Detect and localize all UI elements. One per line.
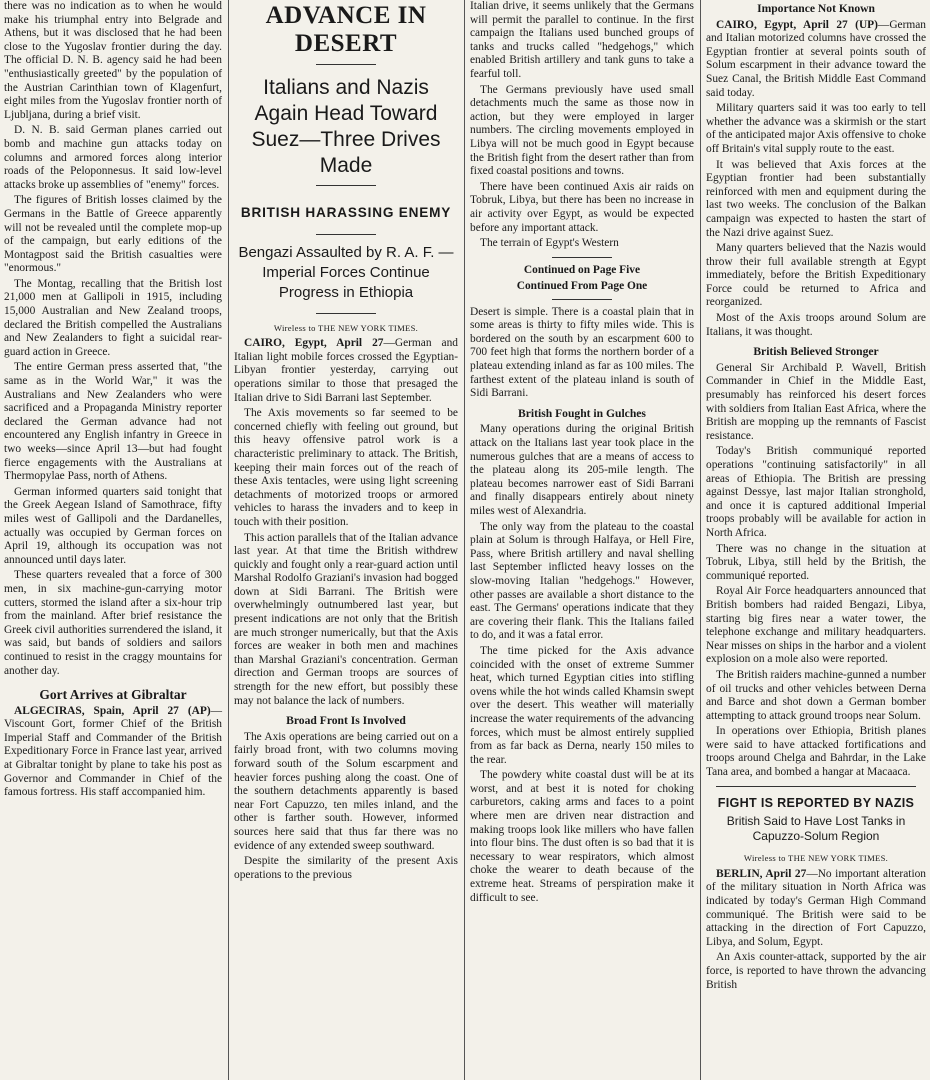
paragraph: There was no change in the situation at Tobruk, Libya, still held by the British, the communiqué reported. (706, 542, 926, 582)
paragraph (706, 868, 926, 950)
column-rule (700, 0, 701, 1080)
subhead: British Believed Stronger (753, 345, 879, 359)
paragraph: Military quarters said it was too early to tell whether the advance was a skirmish or the start of the anticipated major Axis offensive to choke off Britain's vital supply route to the east. (706, 102, 926, 155)
paragraph: The Axis operations are being carried out on a fairly broad front, with two columns moving forward south of the Solum escarpment and heavier forces pushing along the coast. One of the southern detachments apparently is based near Fort Capuzzo, ten miles inland, and the other is farther south. However, informed sources here said that thus far there was no evidence of any extended sweep southward. (234, 730, 458, 852)
paragraph: Desert is simple. There is a coastal plain that in some areas is thirty to fifty miles wide. This is bordered on the south by an escarpment 600 to 700 feet high that forms the northern border of a plateau extending inland as far as 100 miles. The farthest extent of the plateau inland is south of Sidi Barrani. (470, 305, 694, 400)
headline-deck-1: Italians and Nazis Again Head Toward Suez—Three Drives Made (251, 76, 441, 177)
dateline: BERLIN, April 27 (716, 867, 807, 880)
wireless-credit: Wireless to THE NEW YORK TIMES. (743, 853, 889, 864)
paragraph: D. N. B. said German planes carried out bomb and machine gun attacks today on columns and armored forces along interior roads of the Peloponnesus. It said low-level attacks broke up assemblies of "enemy" forces. (4, 124, 222, 191)
wireless-credit: Wireless to THE NEW YORK TIMES. (273, 322, 419, 333)
paragraph: Many operations during the original British attack on the Italians last year took place in the numerous gulches that are a means of access to the plateau along its 205-mile length. The plateau becomes narrower east of Sidi Barrani and finally disappears entirely about ninety miles west of Alexandria. (470, 423, 694, 517)
paragraph: It was believed that Axis forces at the Egyptian frontier had been substantially reinforced with men and equipment during the last two weeks. The conclusion of the Balkan campaign was expected to hasten the start of the Nazi drive against Suez. (706, 158, 926, 239)
paragraph: Most of the Axis troops around Solum are Italians, it was thought. (706, 312, 926, 338)
divider (552, 299, 612, 300)
headline-deck-2: BRITISH HARASSING ENEMY (240, 205, 452, 220)
divider (716, 786, 916, 787)
column-2 (230, 0, 462, 1080)
paragraph: General Sir Archibald P. Wavell, British Commander in Chief in the Middle East, presumably has reinforced his desert forces with soldiers from Italian East Africa, where the British are mopping up the remnants of Fascist resistance. (706, 361, 926, 442)
gort-headline: Gort Arrives at Gibraltar (39, 687, 187, 703)
gort-paragraph (4, 705, 222, 800)
paragraph: There have been continued Axis air raids on Tobruk, Libya, but there has been no increase in air activity over Egypt, as would be expected before any important attack. (470, 180, 694, 234)
column-4 (702, 0, 930, 1080)
paragraph: This action parallels that of the Italian advance last year. At that time the British withdrew quickly and fought only a rear-guard action until Marshal Rodolfo Graziani's invasion had bogged down at Sidi Barrani. The British were overwhelmingly outnumbered last year, but present indications are not only that the British are much stronger numerically, but that the Axis forces are weaker in both men and machines than Marshal Graziani's concentration. German direction and German troops are sources of strength for the new effort, but possibly these may not balance the lack of numbers. (234, 531, 458, 707)
paragraph (706, 19, 926, 101)
paragraph: Royal Air Force headquarters announced that British bombers had raided Bengazi, Libya, starting big fires near a water tower, the telephone exchange and military headquarters. Near misses on ships in the harbor and a violent explosion on a mole also were reported. (706, 585, 926, 666)
secondary-deck: British Said to Have Lost Tanks in Capuzzo-Solum Region (726, 814, 906, 844)
column-1 (0, 0, 226, 1080)
subhead: Broad Front Is Involved (286, 714, 406, 728)
paragraph: The British raiders machine-gunned a number of oil trucks and other vehicles between Derna and Barce and shot down a German bomber attempting to attack ground troops near Solum. (706, 668, 926, 722)
lead-body: —No important alteration of the military situation in North Africa was indicated by today's German High Command communiqué. The British were said to be attacking in the direction of Fort Capuzzo, Libya, and Solum, Egypt. (706, 867, 926, 948)
divider (316, 64, 376, 65)
paragraph: The terrain of Egypt's Western (480, 237, 619, 250)
dateline: CAIRO, Egypt, April 27 (244, 337, 384, 350)
paragraph: The only way from the plateau to the coastal plain at Solum is through Halfaya, or Hell Fire, Pass, where British artillery and naval shelling last September inflicted heavy losses on the slow-moving Italian "hedgehogs." However, other passes are available a short distance to the east. The Germans' operations indicate that they are covering their flank. This the Italians failed to do, and it was a fatal error. (470, 520, 694, 642)
paragraph: The entire German press asserted that, "the same as in the World War," it was the Australians and New Zealanders who were sacrificed and a Propaganda Ministry reporter declared the German advance had not encountered any English infantry in Greece in two weeks—since April 13—but had fought fierce engagements with the Australians at Thermopylae Pass, north of Athens. (4, 361, 222, 483)
subhead: British Fought in Gulches (518, 406, 646, 420)
lead-body: —German and Italian light mobile forces crossed the Egyptian-Libyan frontier yesterday, carrying out operations similar to those that presaged the Italian drive to Sidi Barrani last September. (234, 337, 458, 404)
dateline: CAIRO, Egypt, April 27 (UP) (716, 18, 878, 31)
main-headline: ADVANCE IN DESERT (265, 2, 427, 57)
paragraph: The Germans previously have used small detachments much the same as those now in action, but they were employed in larger numbers. The circling movements employed in Libya will not be much good in Egypt because the British fight from the desert rather than from fixed coastal positions and towns. (470, 83, 694, 178)
paragraph: In operations over Ethiopia, British planes were said to have attacked fortifications and troops around Chelga and Bahrdar, in the Lake Tana area, and bombed a hangar at Macaaca. (706, 725, 926, 779)
secondary-headline: FIGHT IS REPORTED BY NAZIS (717, 795, 915, 810)
column-rule (228, 0, 229, 1080)
column-3 (466, 0, 698, 1080)
continued-on-line: Continued on Page Five (523, 263, 641, 276)
gort-body: —Viscount Gort, former Chief of the British Imperial Staff and Commander of the British Expeditionary Force in France last year, arrived at Gibraltar tonight by plane to take his post as Governor and Commander in Chief of the famous fortress. His staff accompanied him. (4, 704, 222, 799)
headline-deck-3: Bengazi Assaulted by R. A. F. —Imperial Forces Continue Progress in Ethiopia (238, 243, 454, 301)
subhead: Importance Not Known (757, 2, 875, 15)
continued-from-line: Continued From Page One (516, 279, 648, 292)
divider (316, 313, 376, 314)
paragraph: there was no indication as to when he would make his triumphal entry into Belgrade and Athens, but it was disclosed that he had been close to the Yugoslav frontier during the day. The official D. N. B. agency said he had been "enthusiastically greeted" by the population of the Austrian Carinthian town of Klagenfurt, eight miles from the Yugoslav frontier north of Ljubljana, during a brief visit. (4, 0, 222, 121)
gort-dateline: ALGECIRAS, Spain, April 27 (AP) (14, 704, 211, 717)
paragraph: The Montag, recalling that the British lost 21,000 men at Gallipoli in 1915, including 15,000 Australian and New Zealand troops, declared the British compelled the Australians and New Zealanders to fight a suicidal rear-guard action in Greece. (4, 277, 222, 358)
lead-body: —German and Italian motorized columns have crossed the Egyptian frontier at several points south of Solum escarpment in their advance toward the Suez Canal, the British Middle East Command said today. (706, 18, 926, 99)
paragraph (234, 337, 458, 405)
paragraph: Despite the similarity of the present Axis operations to the previous (234, 855, 458, 881)
paragraph: Many quarters believed that the Nazis would throw their full available strength at Egypt immediately, before the British Expeditionary Force could be returned to Africa and reorganized. (706, 242, 926, 309)
column-rule (464, 0, 465, 1080)
paragraph: German informed quarters said tonight that the Greek Aegean Island of Samothrace, fifty miles west of Gallipoli and the Dardanelles, actually was occupied by German forces on April 19, although its occupation was not announced until days later. (4, 485, 222, 566)
paragraph: The time picked for the Axis advance coincided with the onset of extreme Summer heat, which turned Egyptian cities into stifling ovens while the hot winds called Khamsin swept over the desert. This weather will materially increase the water requirements of the advancing forces, which must be almost entirely supplied from as far back as Derna, nearly 150 miles to the rear. (470, 644, 694, 766)
divider (552, 257, 612, 258)
paragraph: Italian drive, it seems unlikely that the Germans will permit the parallel to continue. In the first campaign the Italians used bunched groups of tanks and trucks called "hedgehogs," which enabled British artillery and tank guns to take a fearful toll. (470, 0, 694, 80)
paragraph: The powdery white coastal dust will be at its worst, and at best it is noted for choking carburetors, caking arms and faces to a point where men are driven near distraction and making troops look like millers who have fallen into flour bins. The dust often is so bad that it is necessary to wear respirators, which almost choke the wearer to death because of the extreme heat. Streams of perspiration make it difficult to see. (470, 769, 694, 904)
divider (316, 185, 376, 186)
paragraph: These quarters revealed that a force of 300 men, in six machine-gun-carrying motor cutters, stormed the island after a six-hour trip from the mainland. After brief resistance the Greek civil authorities surrendered the island, it was said, but bands of soldiers and sailors continued to resist in the craggy mountains for another day. (4, 569, 222, 677)
paragraph: Today's British communiqué reported operations "continuing satisfactorily" in all areas of Ethiopia. The British are pressing against Dessye, last major Italian stronghold, and once it is captured additional Imperial troops probably will be available for action in North Africa. (706, 445, 926, 539)
paragraph: The Axis movements so far seemed to be concerned chiefly with feeling out ground, but this heavy offensive patrol work is a characteristic preliminary to attack. The British, keeping their main forces out of the reach of these Axis tentacles, were using light screening detachments of motorized troops or armored vehicles to harass the invaders and to keep in touch with their position. (234, 407, 458, 528)
paragraph: The figures of British losses claimed by the Germans in the Battle of Greece apparently will not be revealed until the complete mop-up of the campaign, but early editions of the Montagpost said the British casualties were "enormous." (4, 194, 222, 275)
paragraph: An Axis counter-attack, supported by the air force, is reported to have thrown the advancing British (706, 951, 926, 991)
divider (316, 234, 376, 235)
